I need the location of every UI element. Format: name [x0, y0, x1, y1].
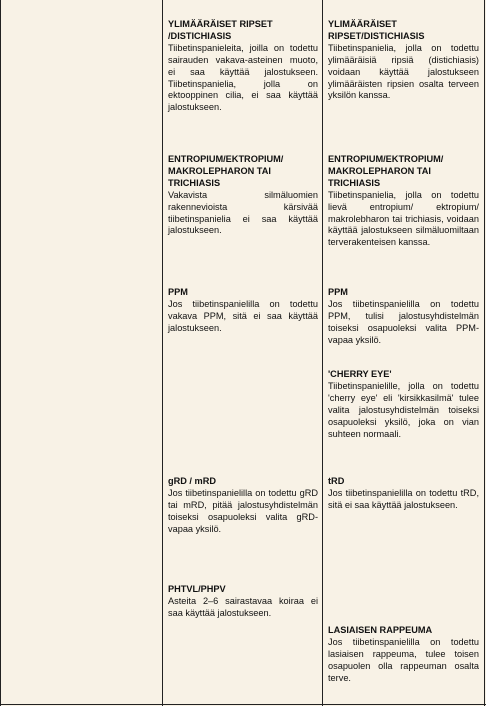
mid-block-distichiasis: [168, 19, 318, 114]
right-text: Tiibetinspanielille, jolla on todettu 'cherry eye' eli 'kirsikkasilmä' tulee valita jalostusyhdistelmän toiseksi osapuoleksi yksilö, joka on vian suhteen normaali.: [328, 380, 479, 439]
right-block-cherry-eye: [328, 369, 479, 440]
mid-title: PHTVL/PHPV: [168, 584, 226, 594]
mid-title: YLIMÄÄRÄISET RIPSET /DISTICHIASIS: [168, 19, 273, 41]
mid-block-ppm: [168, 287, 318, 335]
right-title: tRD: [328, 476, 345, 486]
right-title: LASIAISEN RAPPEUMA: [328, 625, 433, 635]
right-block-distichiasis: [328, 19, 479, 102]
right-text: Jos tiibetinspanielilla on todettu PPM, tulisi jalostusyhdistelmän toiseksi osapuoleksi valita PPM-vapaa yksilö.: [328, 298, 479, 345]
mid-text: Jos tiibetinspanielilla on todettu gRD tai mRD, pitää jalostusyhdistelmän toiseksi osapuoleksi valita gRD-vapaa yksilö.: [168, 487, 318, 534]
right-block-entropium: [328, 154, 479, 249]
right-title: ENTROPIUM/EKTROPIUM/ MAKROLEPHARON TAI TRICHIASIS: [328, 154, 444, 188]
mid-text: Jos tiibetinspanielilla on todettu vakava PPM, sitä ei saa käyttää jalostukseen.: [168, 298, 318, 333]
left-column: [0, 0, 163, 706]
mid-title: gRD / mRD: [168, 476, 216, 486]
mid-text: Asteita 2–6 sairastavaa koiraa ei saa käyttää jalostukseen.: [168, 595, 318, 618]
mid-text: Vakavista silmäluomien rakennevioista kärsivää tiibetinspanielia ei saa käyttää jalostukseen.: [168, 189, 318, 236]
right-title: 'CHERRY EYE': [328, 369, 392, 379]
right-text: Jos tiibetinspanielilla on todettu lasiaisen rappeuma, tulee toisen osapuolen olla rappeuman osalta terve.: [328, 636, 479, 683]
mid-block-grd: [168, 476, 318, 536]
mid-title: ENTROPIUM/EKTROPIUM/ MAKROLEPHARON TAI TRICHIASIS: [168, 154, 284, 188]
right-title: YLIMÄÄRÄISET RIPSET/DISTICHIASIS: [328, 19, 425, 41]
mid-block-entropium: [168, 154, 318, 237]
mid-block-phtvl: [168, 584, 318, 620]
right-text: Tiibetinspanielia, jolla on todettu lievä entropium/ ektropium/ makrolebharon tai trichiasis, voidaan käyttää jalostukseen silmäluomiltaan terverakenteisen kanssa.: [328, 189, 479, 248]
mid-title: PPM: [168, 287, 188, 297]
right-text: Tiibetinspanielia, jolla on todettu ylimääräisiä ripsiä (distichiasis) voidaan käyttää jalostukseen ylimääräisten ripsien osalta terveen yksilön kanssa.: [328, 42, 479, 101]
right-column: [323, 0, 485, 706]
right-text: Jos tiibetinspanielilla on todettu tRD, sitä ei saa käyttää jalostukseen.: [328, 487, 479, 510]
right-block-trd: [328, 476, 479, 512]
right-block-ppm: [328, 287, 479, 347]
table-bottom-border: [0, 704, 486, 705]
mid-text: Tiibetinspanieleita, joilla on todettu sairauden vakava-asteinen muoto, ei saa käyttää jalostukseen. Tiibetinspanielia, jolla on ektooppinen cilia, ei saa käyttää jalostukseen.: [168, 42, 318, 113]
right-block-lasiainen: [328, 625, 479, 685]
right-title: PPM: [328, 287, 348, 297]
